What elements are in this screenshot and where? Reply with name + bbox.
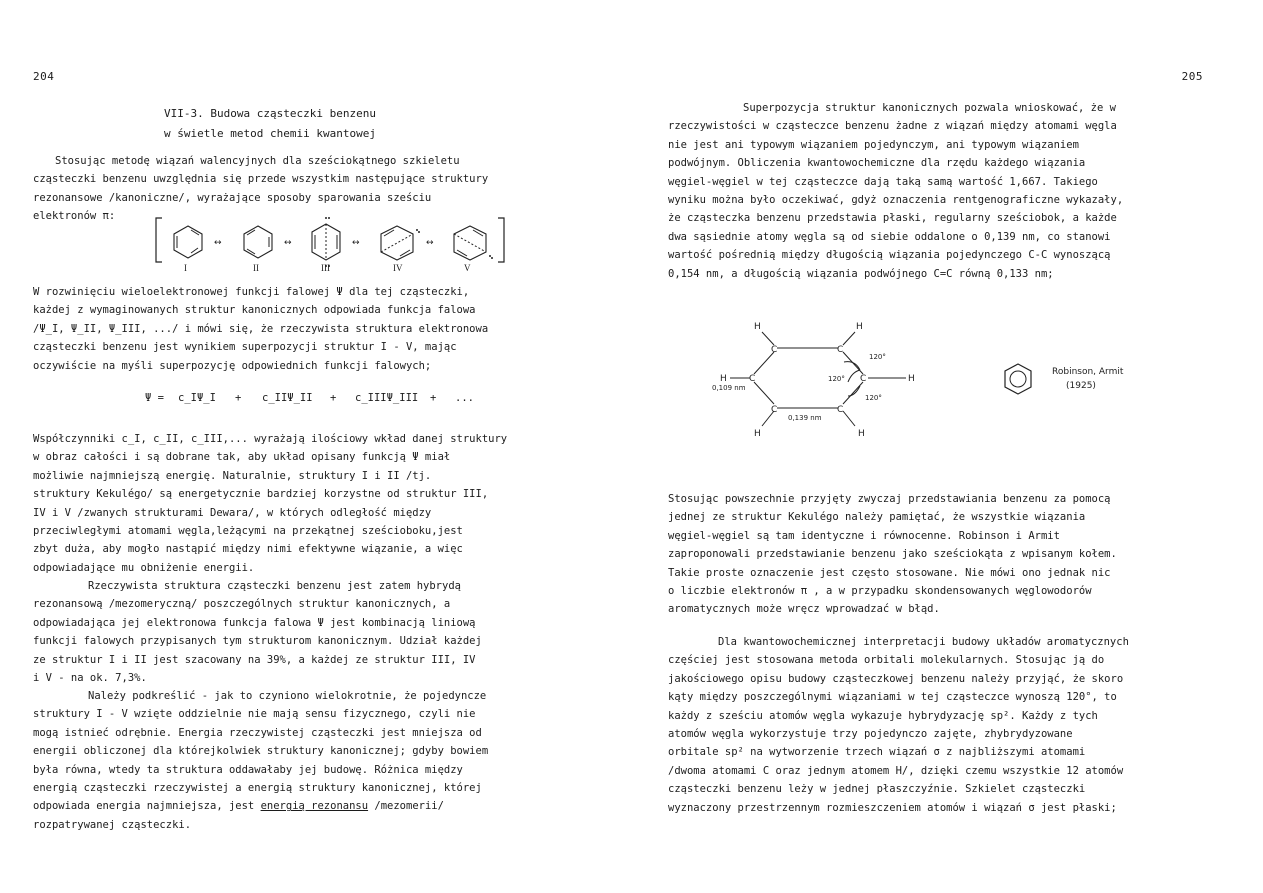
molecular-orbital-paragraph: Dla kwantowochemicznej interpretacji budowy układów aromatycznych częściej jest stosowana metoda orbitali molekularnych. Stosując ją do jakościowego opisu budowy cząsteczkowej benzenu należy przyjąć, że skoro kąty między poszczególnymi wiązaniami w tej cząsteczce wynoszą 120°, to każdy z sześciu atomów węgla wykazuje hybrydyzację sp². Każdy z tych atomów węgla wykorzystuje trzy pojedynczo zajęte, zhybrydyzowane orbitale sp² na wytworzenie trzech wiązań σ z najbliższymi atomami /dwoma atomami C oraz jednym atomem H/, dzięki czemu wszystkie 12 atomów cząsteczki benzenu leży w jednej płaszczyźnie. Szkielet cząsteczki wyznaczony przestrzennym rozmieszczeniem atomów i wiązań σ jest płaski; bbox=[668, 636, 1129, 814]
atom-label: H bbox=[856, 322, 863, 332]
kekule-structure-2 bbox=[244, 226, 272, 258]
resonance-structures-diagram bbox=[150, 212, 530, 278]
atom-label: C bbox=[771, 345, 778, 355]
atom-label: H bbox=[908, 374, 915, 384]
kekule-structure-1 bbox=[174, 226, 202, 258]
page-number: 205 bbox=[1181, 70, 1203, 83]
atom-label: H bbox=[754, 429, 761, 439]
dewar-structure-3 bbox=[312, 217, 340, 267]
dewar-structure-4 bbox=[381, 226, 420, 260]
resonance-arrow: ↔ bbox=[214, 238, 222, 248]
atom-label: H bbox=[720, 374, 727, 384]
angle-label: 120° bbox=[865, 394, 882, 402]
atom-label: H bbox=[754, 322, 761, 332]
atom-label: C bbox=[837, 405, 844, 415]
benzene-geometry-figure bbox=[690, 312, 1200, 452]
resonance-arrow: ↔ bbox=[284, 238, 292, 248]
section-title: VII-3. Budowa cząsteczki benzenu w świetle metod chemii kwantowej bbox=[164, 107, 376, 140]
distance-label: 0,139 nm bbox=[788, 414, 822, 422]
citation-year: (1925) bbox=[1066, 381, 1096, 391]
atom-label: C bbox=[860, 374, 867, 384]
resonance-energy-paragraph: Należy podkreślić - jak to czyniono wielokrotnie, że pojedyncze struktury I - V wzięte oddzielnie nie mają sensu fizycznego, czyli nie mogą istnieć odrębnie. Energia rzeczywistej cząsteczki jest mniejsza od energii obliczonej dla którejkolwiek struktury kanonicznej; gdyby bowiem była równa, wtedy ta struktura oddawałaby jej budowę. Różnica między energią cząsteczki rzeczywistej a energią struktury kanonicznej, której odpowiada energia najmniejsza, jest energią rezonansu /mezomerii/ rozpatrywanej cząsteczki. bbox=[33, 690, 489, 831]
atom-label: C bbox=[837, 345, 844, 355]
robinson-armit-benzene-symbol bbox=[1005, 364, 1031, 394]
angle-label: 120° bbox=[828, 375, 845, 383]
wavefunction-paragraph: W rozwinięciu wieloelektronowej funkcji falowej Ψ dla tej cząsteczki, każdej z wymaginowanych struktur kanonicznych odpowiada funkcja falowa /Ψ_I, Ψ_II, Ψ_III, .../ i mówi się, że rzeczywista struktura elektronowa cząsteczki benzenu jest wynikiem superpozycji struktur I - V, mając oczywiście na myśli superpozycję odpowiednich funkcji falowych; bbox=[33, 286, 489, 372]
angle-label: 120° bbox=[869, 353, 886, 361]
kekule-notation-paragraph: Stosując powszechnie przyjęty zwyczaj przedstawiania benzenu za pomocą jednej ze struktur Kekulégo należy pamiętać, że wszystkie wiązania węgiel-węgiel są tam identyczne i równocenne. Robinson i Armit zaproponowali przedstawianie benzenu jako sześciokąta z wpisanym kołem. Takie proste oznaczenie jest często stosowane. Nie mówi ono jednak nic o liczbie elektronów π , a w przypadku skondensowanych węglowodorów aromatycznych może wręcz wprowadzać w błąd. bbox=[668, 493, 1117, 616]
superposition-paragraph: Superpozycja struktur kanonicznych pozwala wnioskować, że w rzeczywistości w cząsteczce benzenu żadne z wiązań między atomami węgla nie jest ani typowym wiązaniem pojedynczym, ani typowym wiązaniem podwójnym. Obliczenia kwantowochemiczne dla rzędu każdego wiązania węgiel-węgiel w tej cząsteczce dają taką samą wartość 1,667. Takiego wyniku można było oczekiwać, gdyż oznaczenia rentgenograficzne wykazały, że cząsteczka benzenu przedstawia płaski, regularny sześciobok, a każde dwa sąsiednie atomy węgla są od siebie oddalone o 0,139 nm, co stanowi wartość pośrednią między długością wiązania pojedynczego C-C wynoszącą 0,154 nm, a długością wiązania podwójnego C=C równą 0,133 nm; bbox=[668, 102, 1124, 280]
atom-label: C bbox=[771, 405, 778, 415]
distance-label: 0,109 nm bbox=[712, 384, 746, 392]
resonance-energy-term: energią rezonansu bbox=[260, 800, 369, 813]
citation-authors: Robinson, Armit bbox=[1052, 367, 1124, 377]
hybrid-paragraph: Rzeczywista struktura cząsteczki benzenu jest zatem hybrydą rezonansową /mezomeryczną/ poszczególnych struktur kanonicznych, a odpowiadająca jej elektronowa funkcja falowa Ψ jest kombinacją liniową funkcji falowych przypisanych tym strukturom kanonicznym. Udział każdej ze struktur I i II jest szacowany na 39%, a każdej ze struktur III, IV i V - na ok. 7,3%. bbox=[33, 580, 482, 685]
left-page: 204 VII-3. Budowa cząsteczki benzenu w świetle metod chemii kwantowej Stosując metodę wiązań walencyjnych dla sześciokątnego szkieletu cząsteczki benzenu uwzględnia się przede wszystkim następujące struktury rezonansowe /kanoniczne/, wyrażające sposoby sparowania sześciu elektronów π: ↔ ↔ ↔ ↔ I II III IV V W rozwinięciu wieloelektronowej funkcji falowej Ψ dla tej cząsteczki, każdej z wymaginowanych struktur kanonicznych odpowiada funkcja falowa /Ψ_I, Ψ_II, Ψ_III, .../ i mówi się, że rzeczywista struktura elektronowa cząsteczki benzenu jest wynikiem superpozycji struktur I - V, mając oczywiście na myśli superpozycję odpowiednich funkcji falowych; Ψ = c_IΨ_I + c_IIΨ_II + c_IIIΨ_III + ... Współczynniki c_I, c_II, c_III,... wyrażają ilościowy wkład danej struktury w obraz całości i są dobrane tak, aby układ opisany funkcją Ψ miał możliwie najmniejszą energię. Naturalnie, struktury I i II /tj. struktury Kekulégo/ są energetycznie bardziej korzystne od struktur III, IV i V /zwanych strukturami Dewara/, w których odległość między przeciwległymi atomami węgla,leżącymi na przekątnej sześcioboku,jest zbyt duża, aby mogło nastąpić między nimi efektywne wiązanie, a więc odpowiadające mu obniżenie energii. Rzeczywista struktura cząsteczki benzenu jest zatem hybrydą rezonansową /mezomeryczną/ poszczególnych struktur kanonicznych, a odpowiadająca jej elektronowa funkcja falowa Ψ jest kombinacją liniową funkcji falowych przypisanych tym strukturom kanonicznym. Udział każdej ze struktur I i II jest szacowany na 39%, a każdej ze struktur III, IV i V - na ok. 7,3%. Należy podkreślić - jak to czyniono wielokrotnie, że pojedyncze struktury I - V wzięte oddzielnie nie mają sensu fizycznego, czyli nie mogą istnieć odrębnie. Energia rzeczywistej cząsteczki jest mniejsza od energii obliczonej dla którejkolwiek struktury kanonicznej; gdyby bowiem była równa, wtedy ta struktura oddawałaby jej budowę. Różnica między energią cząsteczki rzeczywistej a energią struktury kanonicznej, której odpowiada energia najmniejsza, jest energią rezonansu /mezomerii/ rozpatrywanej cząsteczki. bbox=[0, 0, 600, 893]
dewar-structure-5 bbox=[454, 226, 493, 260]
atom-label: H bbox=[858, 429, 865, 439]
page-number: 204 bbox=[33, 70, 55, 83]
resonance-arrow: ↔ bbox=[352, 238, 360, 248]
resonance-arrow: ↔ bbox=[426, 238, 434, 248]
intro-paragraph: Stosując metodę wiązań walencyjnych dla sześciokątnego szkieletu cząsteczki benzenu uwzględnia się przede wszystkim następujące struktury rezonansowe /kanoniczne/, wyrażające sposoby sparowania sześciu elektronów π: bbox=[33, 155, 489, 223]
atom-label: C bbox=[749, 374, 756, 384]
right-page bbox=[640, 0, 1263, 893]
coefficients-paragraph: Współczynniki c_I, c_II, c_III,... wyrażają ilościowy wkład danej struktury w obraz całości i są dobrane tak, aby układ opisany funkcją Ψ miał możliwie najmniejszą energię. Naturalnie, struktury I i II /tj. struktury Kekulégo/ są energetycznie bardziej korzystne od struktur III, IV i V /zwanych strukturami Dewara/, w których odległość między przeciwległymi atomami węgla,leżącymi na przekątnej sześcioboku,jest zbyt duża, aby mogło nastąpić między nimi efektywne wiązanie, a więc odpowiadające mu obniżenie energii. bbox=[33, 433, 508, 574]
